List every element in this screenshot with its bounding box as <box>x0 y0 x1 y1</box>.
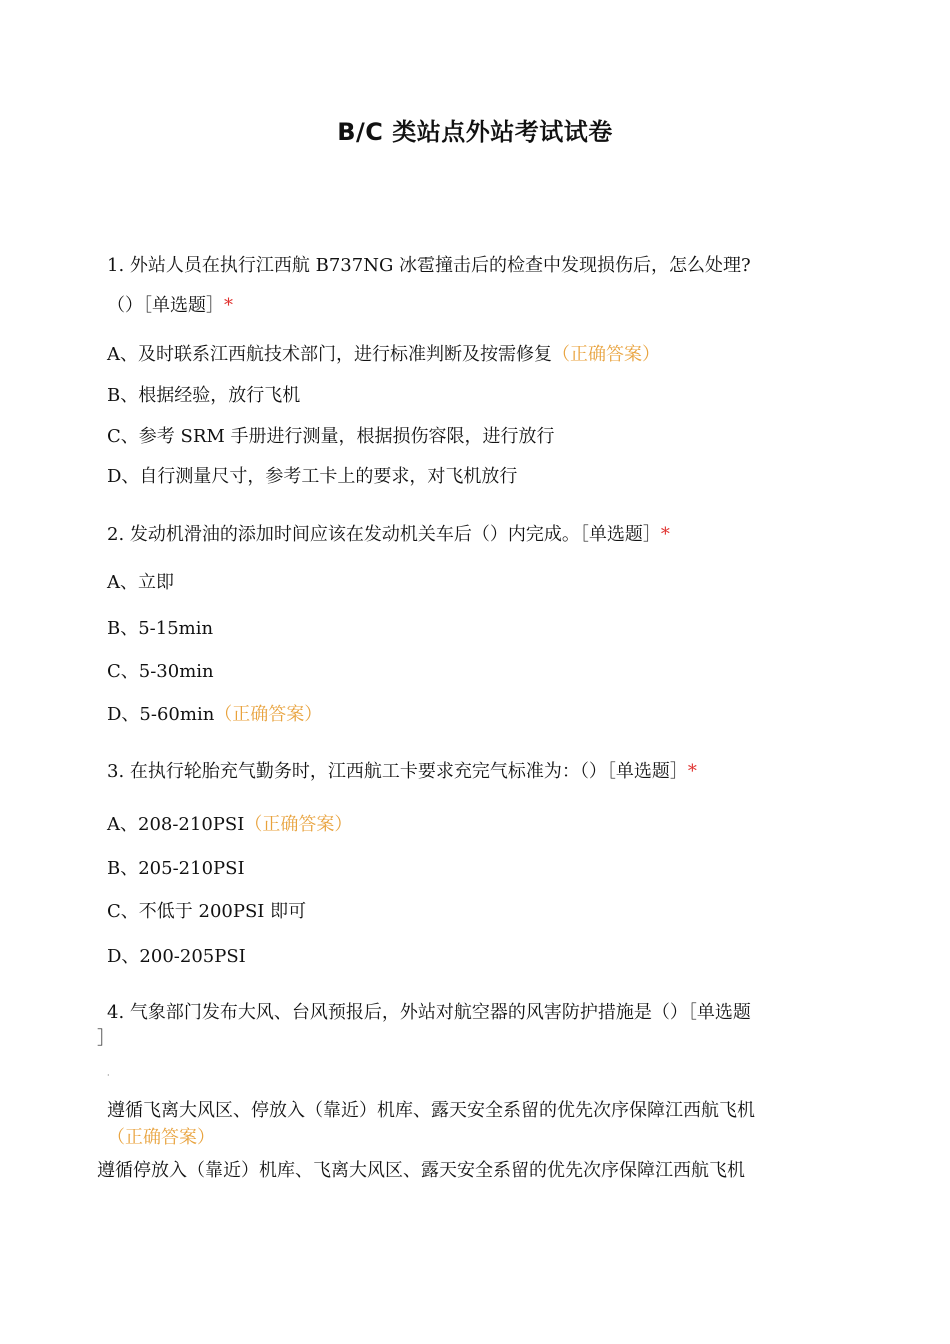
question-2-text: 2. 发动机滑油的添加时间应该在发动机关车后（）内完成。［单选题］* <box>107 524 670 545</box>
correct-answer-tag: （正确答案） <box>214 704 323 725</box>
question-1-text-cont <box>107 294 233 318</box>
required-star: * <box>687 761 697 782</box>
question-3-option-d: D、200-205PSI <box>107 946 246 967</box>
question-4-text: 4. 气象部门发布大风、台风预报后，外站对航空器的风害防护措施是（）［单选题 <box>107 1002 751 1023</box>
question-3-option-c: C、不低于 200PSI 即可 <box>107 901 307 922</box>
question-4-option-1: 遵循飞离大风区、停放入（靠近）机库、露天安全系留的优先次序保障江西航飞机 <box>107 1100 755 1121</box>
question-1-line-2: （）［单选题］ <box>107 295 224 316</box>
question-2-option-a: A、立即 <box>107 572 174 593</box>
list-marker: · <box>107 1071 110 1080</box>
question-4-option-2: 遵循停放入（靠近）机库、飞离大风区、露天安全系留的优先次序保障江西航飞机 <box>97 1160 745 1181</box>
question-1-option-a: A、及时联系江西航技术部门，进行标准判断及按需修复（正确答案） <box>107 344 660 365</box>
question-1-option-d: D、自行测量尺寸，参考工卡上的要求，对飞机放行 <box>107 466 518 487</box>
correct-answer-tag: （正确答案） <box>244 814 353 835</box>
required-star: * <box>660 524 670 545</box>
question-3-option-a: A、208-210PSI（正确答案） <box>107 814 353 835</box>
question-2-option-b: B、5-15min <box>107 618 214 639</box>
question-1-option-b: B、根据经验，放行飞机 <box>107 385 301 406</box>
question-2-option-c: C、5-30min <box>107 661 214 682</box>
question-3-text: 3. 在执行轮胎充气勤务时，江西航工卡要求充完气标准为：（）［单选题］* <box>107 761 697 782</box>
correct-answer-tag: （正确答案） <box>552 344 660 365</box>
question-1-line-1: 1. 外站人员在执行江西航 B737NG 冰雹撞击后的检查中发现损伤后，怎么处理? <box>107 255 751 276</box>
question-2-option-d: D、5-60min（正确答案） <box>107 704 323 725</box>
question-3-option-b: B、205-210PSI <box>107 858 245 879</box>
correct-answer-tag: （正确答案） <box>107 1127 215 1148</box>
question-1-text <box>107 254 751 278</box>
page-title: B/C 类站点外站考试试卷 <box>337 118 613 146</box>
question-4-text-cont: ］ <box>97 1028 115 1049</box>
question-4-option-1-answer <box>107 1126 215 1150</box>
question-1-option-c: C、参考 SRM 手册进行测量，根据损伤容限，进行放行 <box>107 426 555 447</box>
required-star: * <box>224 295 233 316</box>
